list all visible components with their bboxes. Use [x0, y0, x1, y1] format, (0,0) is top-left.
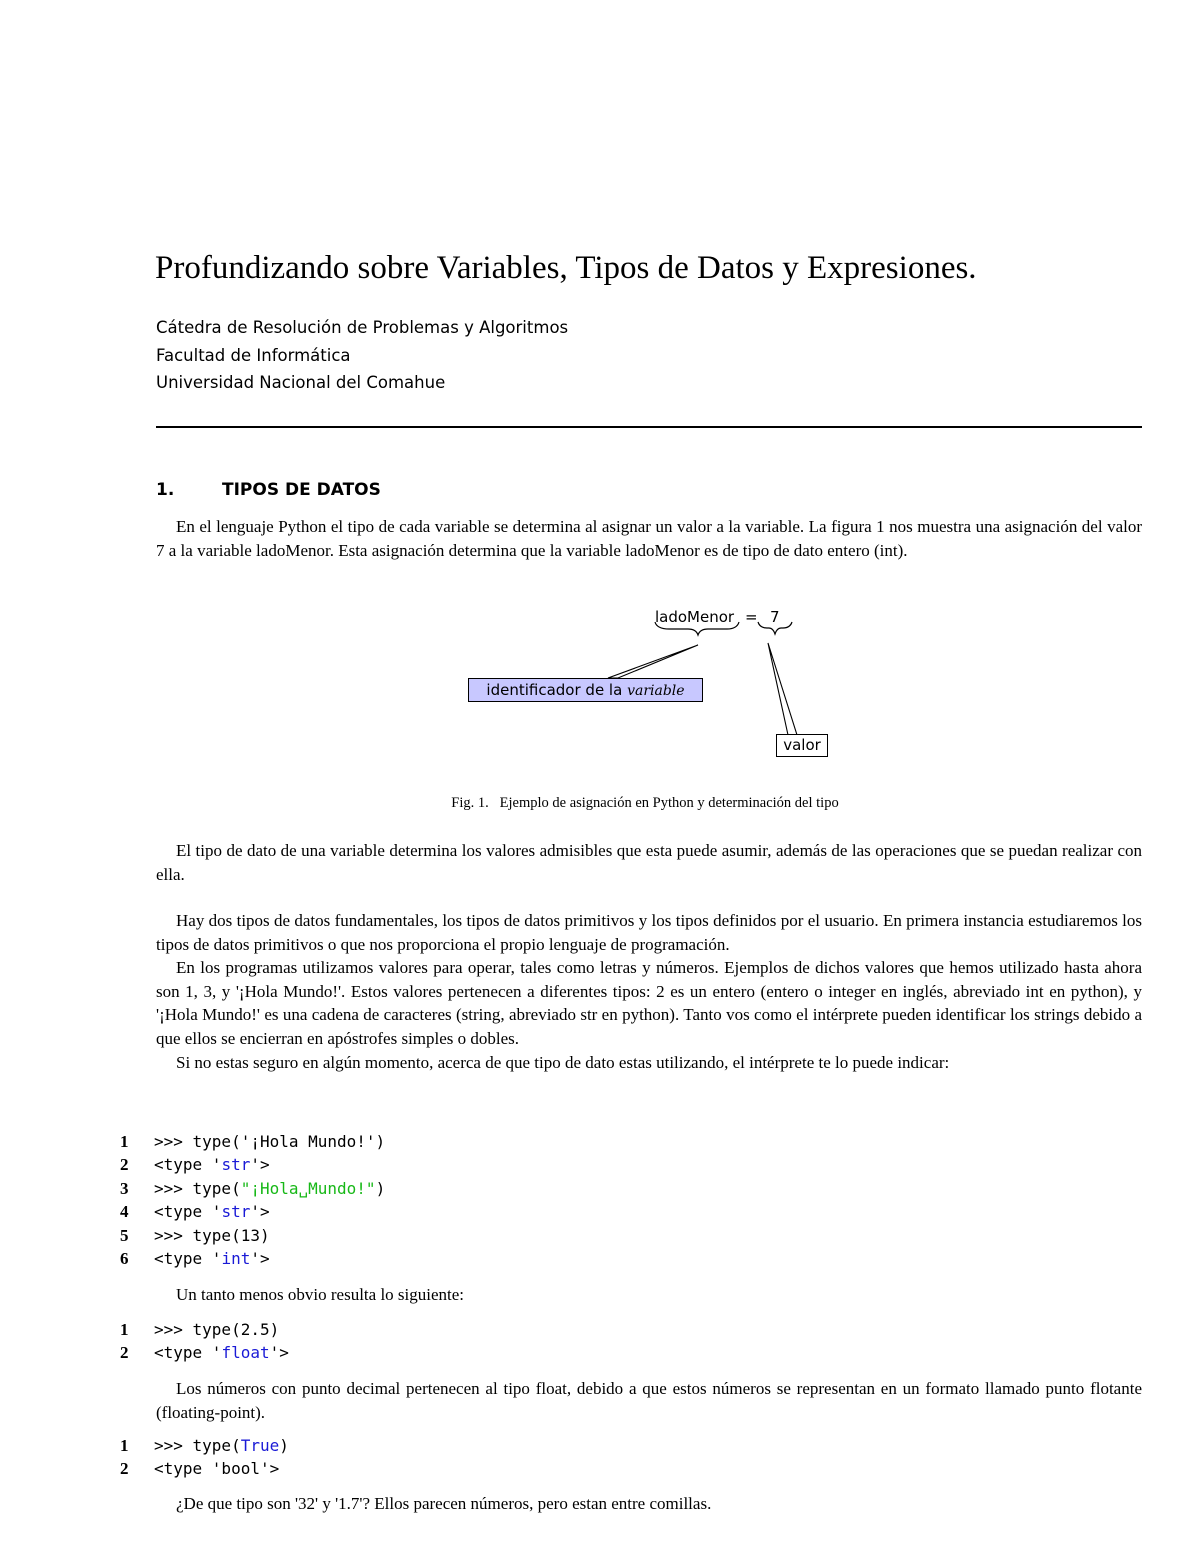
line-number: 2 [120, 1343, 129, 1363]
line-number: 1 [120, 1132, 129, 1151]
code-line [120, 1200, 385, 1223]
value-label-box [776, 734, 828, 757]
pointer-identifier [608, 645, 698, 678]
code-text: >>> type(2.5) [154, 1320, 280, 1339]
code-text: >>> type(13) [154, 1225, 270, 1245]
line-number: 1 [120, 1320, 129, 1339]
code-text: >>> type(True) [154, 1436, 289, 1455]
paragraph-intro [156, 515, 1142, 562]
line-number: 3 [120, 1178, 129, 1198]
expr-value: 7 [770, 608, 780, 626]
paragraph-text: En el lenguaje Python el tipo de cada variable se determina al asignar un valor a la variable. La figura 1 nos muestra una asignación del valor 7 a la variable ladoMenor. Esta asignación determina que la variable ladoMenor es de tipo de dato entero (int). [156, 517, 1142, 560]
identifier-label-text: identificador de la [486, 681, 628, 699]
code-text: >>> type("¡Hola␣Mundo!") [154, 1178, 386, 1198]
expr-equals: = [745, 608, 758, 626]
code-text: >>> type('¡Hola Mundo!') [154, 1132, 386, 1151]
line-number: 2 [120, 1155, 129, 1175]
paragraph-text: Un tanto menos obvio resulta lo siguiente: [176, 1285, 465, 1304]
code-line [120, 1177, 385, 1200]
paragraph-text: En los programas utilizamos valores para operar, tales como letras y números. Ejemplos de dichos valores que hemos utilizado hasta ahora son 1, 3, y '¡Hola Mundo!'. Estos valores pertenecen a diferentes tipos: 2 es un entero (entero o integer en inglés, abreviado int en python), y '¡Hola Mundo!' es una cadena de caracteres (string, abreviado str en python). Tanto vos como el intérprete pueden identificar los strings debido a que ellos se encierran en apóstrofes simples o dobles. [156, 958, 1142, 1048]
paragraph-text: Si no estas seguro en algún momento, acerca de que tipo de dato estas utilizando, el intérprete te lo puede indicar: [176, 1052, 950, 1072]
figure-caption [0, 795, 1200, 812]
code-listing-3 [120, 1434, 289, 1481]
code-line [120, 1153, 385, 1176]
paragraph-text: Los números con punto decimal pertenecen al tipo float, debido a que estos números se representan en un formato llamado punto flotante (floating-point). [156, 1379, 1142, 1422]
code-text: <type 'int'> [154, 1249, 270, 1269]
paragraph-less-obvious [156, 1283, 1142, 1307]
paragraph-text: Hay dos tipos de datos fundamentales, los tipos de datos primitivos y los tipos definidos por el usuario. En primera instancia estudiaremos los tipos de datos primitivos o que nos proporciona el propio lenguaje de programación. [156, 911, 1142, 954]
expr-variable: ladoMenor [655, 608, 735, 626]
code-line [120, 1247, 385, 1270]
value-label-text: valor [783, 736, 821, 754]
identifier-label-emphasis: variable [627, 683, 685, 699]
affiliation-chair: Cátedra de Resolución de Problemas y Algoritmos [156, 318, 569, 337]
identifier-label-box [468, 678, 703, 702]
code-listing-1 [120, 1130, 385, 1270]
affiliation-faculty: Facultad de Informática [156, 346, 351, 365]
section-title: TIPOS DE DATOS [222, 480, 381, 500]
code-text: <type 'str'> [154, 1155, 270, 1175]
line-number: 1 [120, 1436, 129, 1455]
code-text: <type 'float'> [154, 1343, 289, 1363]
code-line [120, 1341, 289, 1364]
code-text: <type 'str'> [154, 1202, 270, 1222]
document-title: Profundizando sobre Variables, Tipos de Datos y Expresiones. [155, 250, 977, 286]
code-text: <type 'bool'> [154, 1459, 280, 1479]
paragraph-text: ¿De que tipo son '32' y '1.7'? Ellos parecen números, pero estan entre comillas. [176, 1494, 712, 1513]
line-number: 6 [120, 1249, 129, 1269]
code-line [120, 1130, 385, 1153]
line-number: 4 [120, 1202, 129, 1222]
code-listing-2 [120, 1318, 289, 1365]
code-line [120, 1434, 289, 1457]
figure-caption-text: Fig. 1. Ejemplo de asignación en Python y determinación del tipo [451, 795, 839, 811]
paragraph-float [156, 1377, 1142, 1424]
figure-assignment [455, 605, 855, 765]
header-rule [156, 426, 1142, 428]
paragraph-question [156, 1492, 1142, 1516]
affiliation-university: Universidad Nacional del Comahue [156, 373, 446, 392]
code-line [120, 1457, 289, 1480]
section-number: 1. [156, 480, 175, 500]
pointer-value [768, 643, 797, 735]
paragraph-type-definition [156, 839, 1142, 886]
code-line [120, 1318, 289, 1341]
paragraph-fundamental-types [156, 909, 1142, 1074]
paragraph-text: El tipo de dato de una variable determina los valores admisibles que esta puede asumir, además de las operaciones que se puedan realizar con ella. [156, 841, 1142, 884]
line-number: 5 [120, 1225, 129, 1245]
line-number: 2 [120, 1459, 129, 1479]
code-line [120, 1224, 385, 1247]
